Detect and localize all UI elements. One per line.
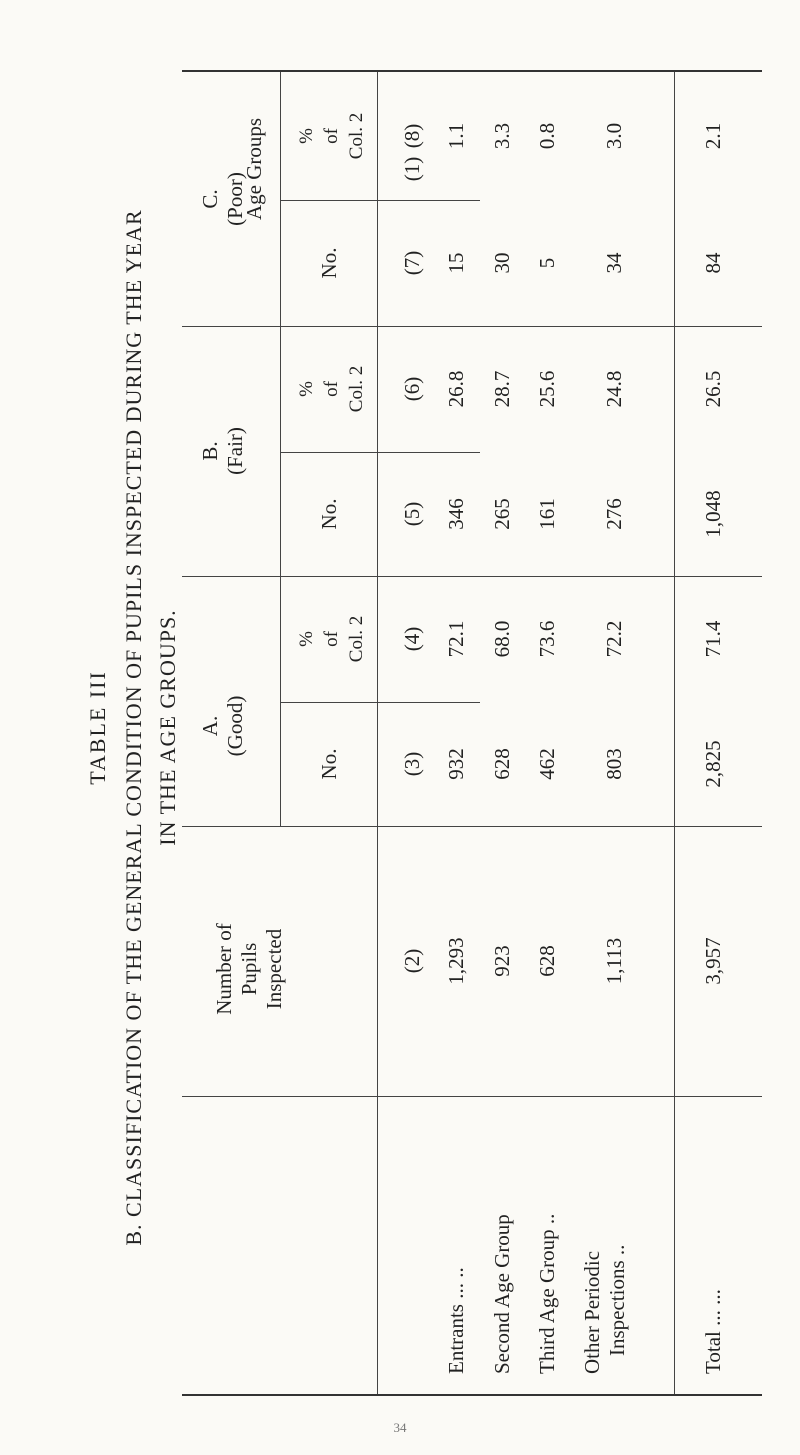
colnum-6: (6) — [400, 376, 424, 402]
row-group-label: Entrants ... .. — [444, 1267, 468, 1374]
colnum-8: (8) — [400, 123, 424, 149]
row-b-no: 161 — [535, 498, 559, 530]
row-b-pct: 26.8 — [444, 370, 468, 408]
sub-good-no: No. — [317, 748, 341, 780]
row-inspected: 1,293 — [444, 937, 468, 985]
table-label: TABLE III — [85, 670, 110, 785]
sub-poor-no: No. — [317, 247, 341, 279]
row-group-label: Second Age Group — [490, 1214, 514, 1374]
row-group-label: Third Age Group .. — [535, 1213, 559, 1374]
row-b-pct: 25.6 — [535, 370, 559, 408]
row-c-no: 30 — [490, 252, 514, 274]
row-c-pct: 3.3 — [490, 122, 514, 150]
row-c-no: 34 — [602, 252, 626, 274]
header-inspected: Number of Pupils Inspected — [212, 923, 286, 1015]
header-poor: C. (Poor) — [198, 172, 247, 226]
row-c-pct: 1.1 — [444, 122, 468, 150]
total-inspected: 3,957 — [701, 937, 725, 985]
row-b-pct: 24.8 — [602, 370, 626, 408]
sub-fair-no: No. — [317, 498, 341, 530]
row-b-no: 276 — [602, 498, 626, 530]
row-a-no: 803 — [602, 748, 626, 780]
colnum-2: (2) — [400, 948, 424, 974]
row-a-pct: 72.1 — [444, 620, 468, 658]
row-b-pct: 28.7 — [490, 370, 514, 408]
row-inspected: 923 — [490, 945, 514, 977]
colnum-4: (4) — [400, 626, 424, 652]
row-group-label: Other Periodic Inspections .. — [580, 1244, 629, 1374]
row-a-no: 462 — [535, 748, 559, 780]
colnum-3: (3) — [400, 751, 424, 777]
table-title-line2: IN THE AGE GROUPS. — [155, 609, 180, 846]
header-age-groups: Age Groups — [242, 117, 266, 221]
total-c-pct: 2.1 — [701, 122, 725, 150]
classification-table — [182, 70, 762, 1396]
row-c-no: 15 — [444, 252, 468, 274]
total-b-no: 1,048 — [701, 490, 725, 538]
table-content — [182, 72, 762, 1394]
row-c-no: 5 — [535, 257, 559, 269]
table-title-line1: B. CLASSIFICATION OF THE GENERAL CONDITION OF PUPILS INSPECTED DURING THE YEAR — [121, 209, 146, 1246]
colnum-7: (7) — [400, 250, 424, 276]
row-a-no: 628 — [490, 748, 514, 780]
row-a-pct: 73.6 — [535, 620, 559, 658]
total-c-no: 84 — [701, 252, 725, 274]
colnum-5: (5) — [400, 501, 424, 527]
row-b-no: 265 — [490, 498, 514, 530]
sub-fair-pct: % of Col. 2 — [296, 365, 367, 413]
total-a-no: 2,825 — [701, 740, 725, 788]
header-fair: B. (Fair) — [198, 427, 247, 475]
page-number: 34 — [393, 1420, 407, 1435]
sub-poor-pct: % of Col. 2 — [296, 112, 367, 160]
row-c-pct: 3.0 — [602, 122, 626, 150]
row-b-no: 346 — [444, 498, 468, 530]
row-inspected: 1,113 — [602, 937, 626, 985]
row-a-pct: 68.0 — [490, 620, 514, 658]
row-a-no: 932 — [444, 748, 468, 780]
colnum-1: (1) — [400, 156, 424, 182]
row-inspected: 628 — [535, 945, 559, 977]
total-a-pct: 71.4 — [701, 620, 725, 658]
total-label: Total ... ... — [701, 1289, 725, 1374]
sub-good-pct: % of Col. 2 — [296, 615, 367, 663]
row-a-pct: 72.2 — [602, 620, 626, 658]
row-c-pct: 0.8 — [535, 122, 559, 150]
header-good: A. (Good) — [198, 695, 247, 757]
total-b-pct: 26.5 — [701, 370, 725, 408]
